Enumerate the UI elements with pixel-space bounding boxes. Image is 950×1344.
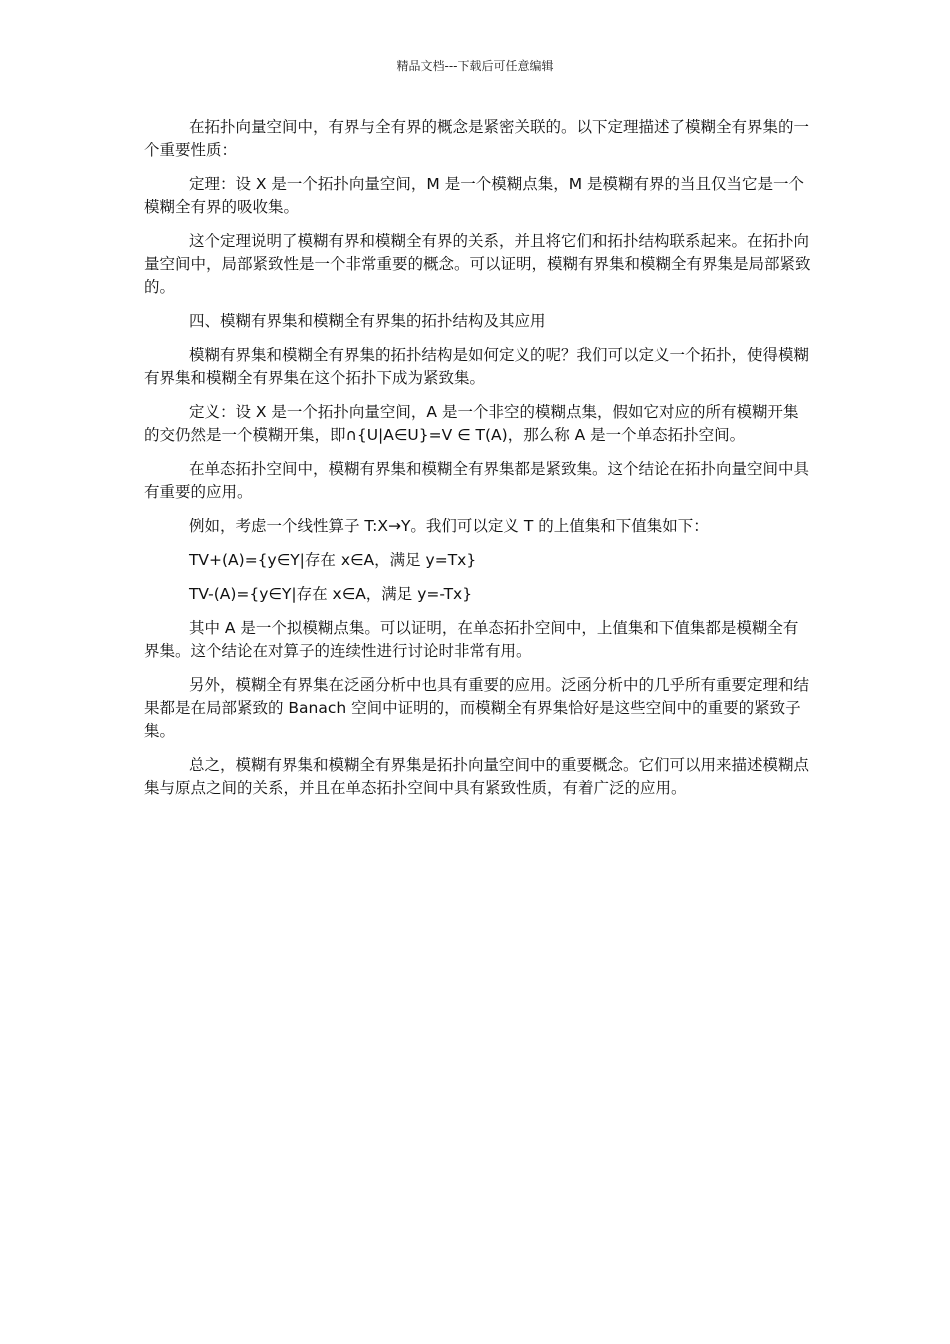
paragraph-example: 例如，考虑一个线性算子 T:X→Y。我们可以定义 T 的上值集和下值集如下： xyxy=(188,517,709,535)
paragraph-intro: 在拓扑向量空间中，有界与全有界的概念是紧密关联的。以下定理描述了模糊全有界集的一个重要性质： xyxy=(144,118,809,159)
paragraph-definition: 定义：设 X 是一个拓扑向量空间，A 是一个非空的模糊点集，假如它对应的所有模糊开集的交仍然是一个模糊开集，即∩{U|A∈U}=V ∈ T(A)，那么称 A 是一个单态拓扑空间。 xyxy=(144,403,799,444)
paragraph-topology-question: 模糊有界集和模糊全有界集的拓扑结构是如何定义的呢？我们可以定义一个拓扑，使得模糊有界集和模糊全有界集在这个拓扑下成为紧致集。 xyxy=(144,346,809,387)
paragraph-theorem-explanation: 这个定理说明了模糊有界和模糊全有界的关系，并且将它们和拓扑结构联系起来。在拓扑向量空间中，局部紧致性是一个非常重要的概念。可以证明，模糊有界集和模糊全有界集是局部紧致的。 xyxy=(144,232,811,296)
paragraph-theorem: 定理：设 X 是一个拓扑向量空间，M 是一个模糊点集，M 是模糊有界的当且仅当它是一个模糊全有界的吸收集。 xyxy=(144,175,805,216)
document-body xyxy=(144,116,812,811)
paragraph-conclusion: 总之，模糊有界集和模糊全有界集是拓扑向量空间中的重要概念。它们可以用来描述模糊点集与原点之间的关系，并且在单态拓扑空间中具有紧致性质，有着广泛的应用。 xyxy=(144,756,809,797)
section-heading: 四、模糊有界集和模糊全有界集的拓扑结构及其应用 xyxy=(188,312,546,330)
paragraph-functional-analysis: 另外，模糊全有界集在泛函分析中也具有重要的应用。泛函分析中的几乎所有重要定理和结果都是在局部紧致的 Banach 空间中证明的，而模糊全有界集恰好是这些空间中的重要的紧致子集。 xyxy=(144,676,809,740)
formula-lower-value-set: TV-(A)={y∈Y|存在 x∈A，满足 y=-Tx} xyxy=(188,585,473,603)
page-header: 精品文档---下载后可任意编辑 xyxy=(396,59,554,73)
formula-upper-value-set: TV+(A)={y∈Y|存在 x∈A，满足 y=Tx} xyxy=(188,551,477,569)
paragraph-value-sets-result: 其中 A 是一个拟模糊点集。可以证明，在单态拓扑空间中，上值集和下值集都是模糊全有界集。这个结论在对算子的连续性进行讨论时非常有用。 xyxy=(144,619,799,660)
paragraph-compactness: 在单态拓扑空间中，模糊有界集和模糊全有界集都是紧致集。这个结论在拓扑向量空间中具有重要的应用。 xyxy=(144,460,809,501)
